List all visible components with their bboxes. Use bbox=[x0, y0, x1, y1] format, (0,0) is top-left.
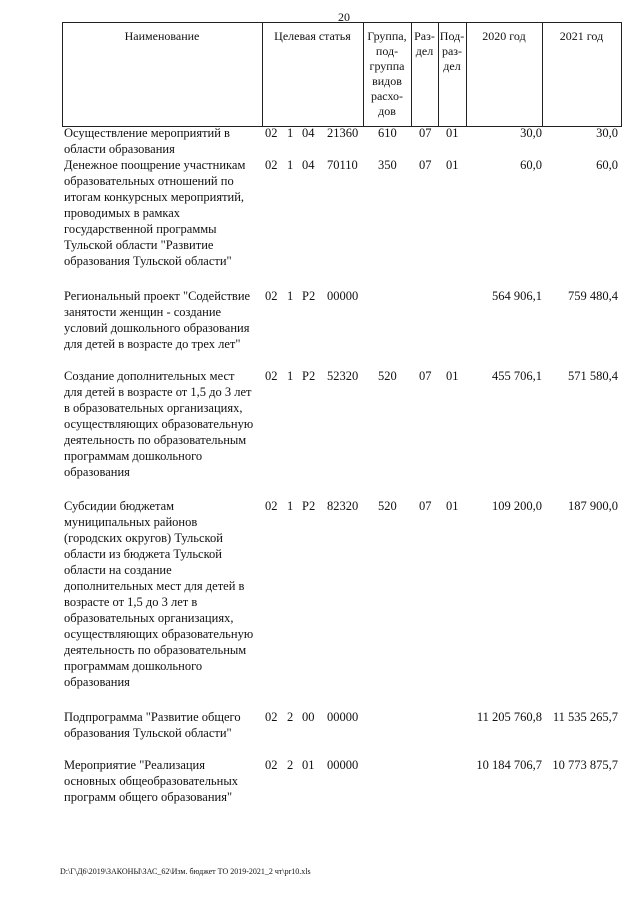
code-program: 02 bbox=[265, 158, 278, 172]
table-header bbox=[62, 22, 622, 127]
code-subprogram: 2 bbox=[287, 710, 294, 724]
amount-2021: 759 480,4 bbox=[568, 289, 618, 303]
page-number: 20 bbox=[338, 10, 350, 24]
section-code: 07 bbox=[419, 369, 432, 383]
row-name: Мероприятие "Реализация основных общеобразовательных программ общего образования" bbox=[64, 758, 238, 804]
row-name: Создание дополнительных мест для детей в возрасте от 1,5 до 3 лет в образовательных организациях, осуществляющих образовательную деятельность по образовательным программам дошкольного образования bbox=[64, 369, 254, 479]
header-target-article: Целевая статья bbox=[274, 29, 351, 43]
subsection-code: 01 bbox=[446, 499, 459, 513]
amount-2020: 455 706,1 bbox=[492, 369, 542, 383]
code-program: 02 bbox=[265, 369, 278, 383]
section-code: 07 bbox=[419, 499, 432, 513]
row-name: Денежное поощрение участникам образовательных отношений по итогам конкурсных мероприятий, проводимых в рамках государственной программы Тульской области "Развитие образования Тульской области" bbox=[64, 158, 246, 268]
code-event: Р2 bbox=[302, 369, 316, 383]
header-name: Наименование bbox=[124, 29, 200, 43]
header-border bbox=[621, 23, 622, 126]
subsection-code: 01 bbox=[446, 126, 459, 140]
subsection-code: 01 bbox=[446, 369, 459, 383]
group-code: 520 bbox=[378, 369, 397, 383]
amount-2020: 109 200,0 bbox=[492, 499, 542, 513]
amount-2020: 60,0 bbox=[520, 158, 542, 172]
row-name: Подпрограмма "Развитие общего образования Тульской области" bbox=[64, 710, 241, 740]
code-event: 00 bbox=[302, 710, 315, 724]
header-section: Раз- дел bbox=[414, 29, 435, 58]
header-year-2020: 2020 год bbox=[482, 29, 526, 43]
row-name: Региональный проект "Содействие занятости женщин - создание условий дошкольного образования для детей в возрасте до трех лет" bbox=[64, 289, 251, 351]
header-year-2021: 2021 год bbox=[559, 29, 604, 43]
code-program: 02 bbox=[265, 126, 278, 140]
amount-2020: 30,0 bbox=[520, 126, 542, 140]
amount-2021: 187 900,0 bbox=[568, 499, 618, 513]
code-subprogram: 1 bbox=[287, 499, 294, 513]
amount-2020: 564 906,1 bbox=[492, 289, 542, 303]
code-direction: 00000 bbox=[327, 289, 359, 303]
code-program: 02 bbox=[265, 289, 278, 303]
file-path-footer: D:\Г\Д6\2019\ЗАКОНЫ\ЗАС_62\Изм. бюджет ТО 2019-2021_2 чт\pr10.xls bbox=[60, 867, 311, 876]
code-event: 04 bbox=[302, 126, 315, 140]
code-direction: 00000 bbox=[327, 710, 359, 724]
code-subprogram: 1 bbox=[287, 158, 294, 172]
code-direction: 82320 bbox=[327, 499, 359, 513]
group-code: 610 bbox=[378, 126, 397, 140]
section-code: 07 bbox=[419, 158, 432, 172]
code-subprogram: 1 bbox=[287, 126, 294, 140]
code-subprogram: 1 bbox=[287, 289, 294, 303]
amount-2020: 11 205 760,8 bbox=[476, 710, 542, 724]
subsection-code: 01 bbox=[446, 158, 459, 172]
amount-2021: 30,0 bbox=[596, 126, 618, 140]
amount-2020: 10 184 706,7 bbox=[476, 758, 542, 772]
code-direction: 70110 bbox=[327, 158, 358, 172]
code-program: 02 bbox=[265, 710, 278, 724]
group-code: 520 bbox=[378, 499, 397, 513]
code-event: 04 bbox=[302, 158, 315, 172]
header-group: Группа, под- группа видов расхо- дов bbox=[367, 29, 407, 118]
group-code: 350 bbox=[378, 158, 397, 172]
amount-2021: 11 535 265,7 bbox=[552, 710, 618, 724]
amount-2021: 571 580,4 bbox=[568, 369, 618, 383]
row-name: Осуществление мероприятий в области образования bbox=[64, 126, 230, 156]
amount-2021: 60,0 bbox=[596, 158, 618, 172]
code-direction: 52320 bbox=[327, 369, 359, 383]
row-name: Субсидии бюджетам муниципальных районов (городских округов) Тульской области из бюджета Тульской области на создание дополнительных мест для детей в возрасте от 1,5 до 3 лет в образовательных организациях, осуществляющих образовательную деятельность по образовательным программам дошкольного образования bbox=[64, 499, 254, 689]
section-code: 07 bbox=[419, 126, 432, 140]
code-subprogram: 1 bbox=[287, 369, 294, 383]
amount-2021: 10 773 875,7 bbox=[552, 758, 618, 772]
code-direction: 00000 bbox=[327, 758, 359, 772]
code-event: Р2 bbox=[302, 499, 316, 513]
header-subsection: Под- раз- дел bbox=[439, 29, 465, 73]
code-event: 01 bbox=[302, 758, 315, 772]
code-subprogram: 2 bbox=[287, 758, 294, 772]
code-program: 02 bbox=[265, 758, 278, 772]
code-direction: 21360 bbox=[327, 126, 359, 140]
code-program: 02 bbox=[265, 499, 278, 513]
code-event: Р2 bbox=[302, 289, 316, 303]
